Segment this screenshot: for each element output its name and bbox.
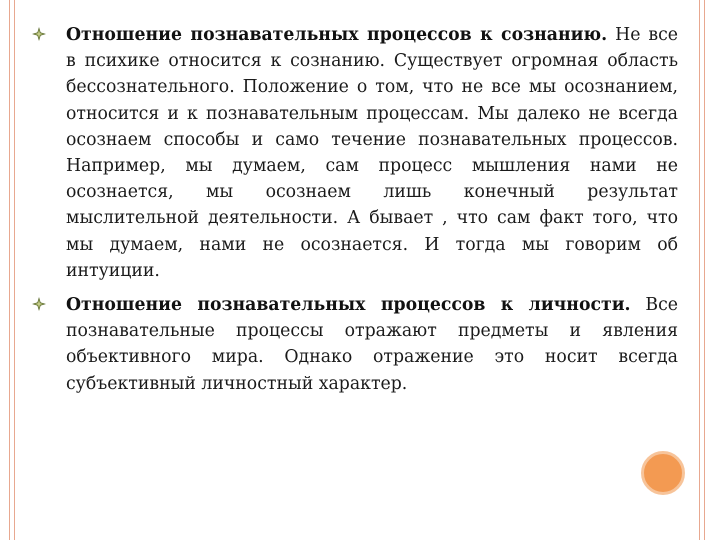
paragraph-personality	[66, 292, 678, 397]
frame-right-outer-line	[704, 0, 705, 540]
frame-right-inner-line	[699, 0, 700, 540]
slide-content	[30, 22, 678, 405]
paragraph-lead: Отношение познавательных процессов к личности.	[66, 295, 631, 316]
diamond-bullet-icon	[32, 27, 46, 41]
bullet-item-consciousness	[30, 22, 678, 284]
frame-left-inner-line	[14, 0, 15, 540]
paragraph-body: Не все в психике относится к сознанию. Существует огромная область бессознательного. Положение о том, что не все мы осознанием, относится и к познавательным процессам. Мы далеко не всегда осознаем способы и само течение познавательных процессов. Например, мы думаем, сам процесс мышления нами не осознается, мы осознаем лишь конечный результат мыслительной деятельности. А бывает , что сам факт того, что мы думаем, нами не осознается. И тогда мы говорим об интуиции.	[66, 25, 679, 281]
decorative-circle	[641, 451, 685, 495]
paragraph-body: Все познавательные процессы отражают предметы и явления объективного мира. Однако отражение это носит всегда субъективный личностный характер.	[66, 295, 678, 394]
frame-left-outer-line	[9, 0, 10, 540]
diamond-bullet-icon	[32, 297, 46, 311]
paragraph-lead: Отношение познавательных процессов к сознанию.	[66, 25, 608, 45]
paragraph-consciousness	[66, 22, 678, 284]
bullet-item-personality	[30, 292, 678, 397]
